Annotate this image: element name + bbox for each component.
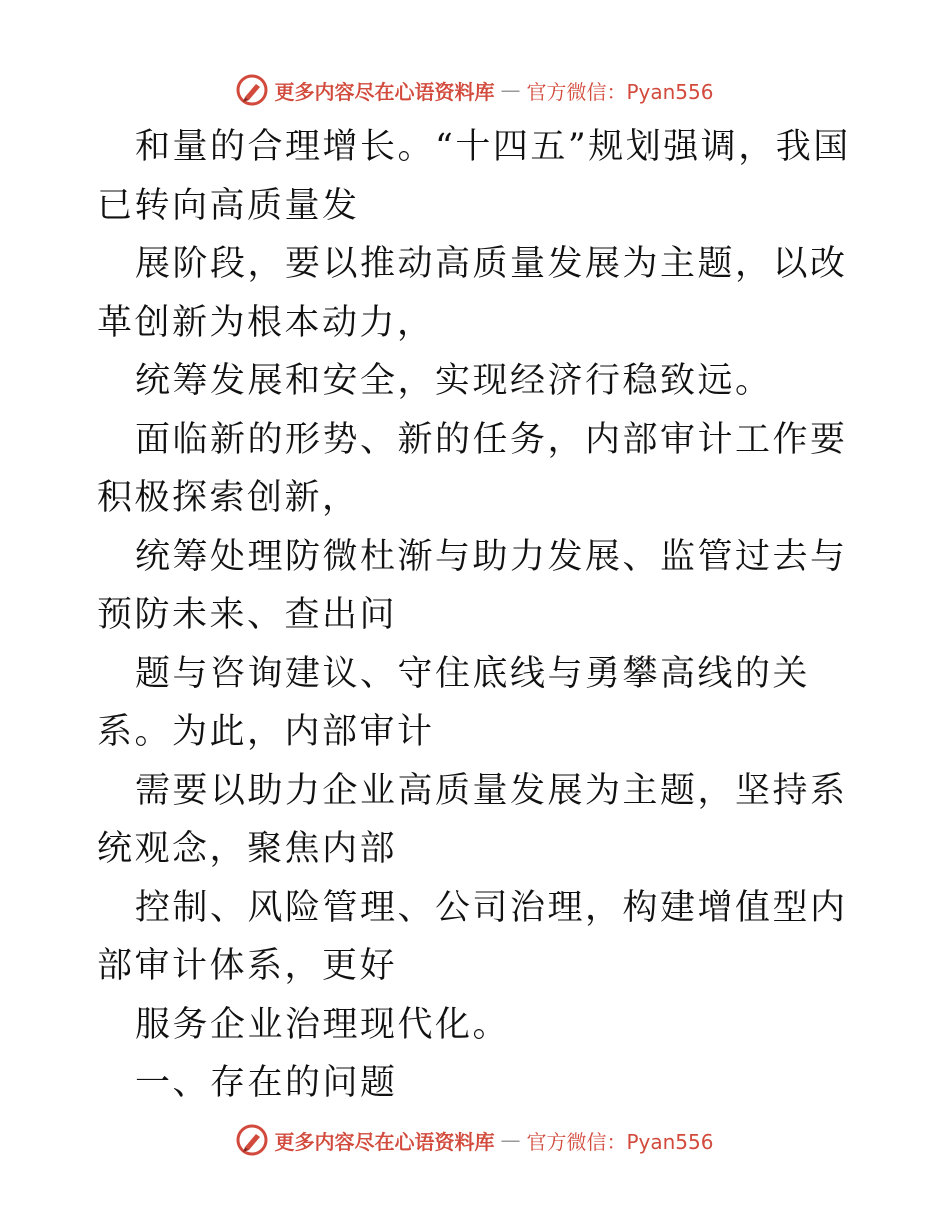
document-body xyxy=(97,118,857,1113)
section-heading: 一、存在的问题 xyxy=(135,1063,398,1103)
watermark-contact: 官方微信：Pyan556 xyxy=(526,79,714,104)
watermark-brand: 更多内容尽在心语资料库 xyxy=(274,1129,495,1154)
watermark-separator: — xyxy=(500,78,521,102)
pen-logo-icon xyxy=(236,1124,268,1156)
watermark-contact: 官方微信：Pyan556 xyxy=(526,1129,714,1154)
paragraph: 和量的合理增长。“十四五”规划强调，我国已转向高质量发 xyxy=(97,127,851,226)
watermark-header xyxy=(0,70,950,110)
paragraph: 展阶段，要以推动高质量发展为主题，以改革创新为根本动力， xyxy=(97,244,848,343)
paragraph: 需要以助力企业高质量发展为主题，坚持系统观念，聚焦内部 xyxy=(97,770,848,869)
watermark-separator: — xyxy=(500,1128,521,1152)
paragraph: 控制、风险管理、公司治理，构建增值型内部审计体系，更好 xyxy=(97,887,848,986)
paragraph: 服务企业治理现代化。 xyxy=(135,1004,511,1045)
paragraph: 面临新的形势、新的任务，内部审计工作要积极探索创新， xyxy=(97,419,848,518)
paragraph: 统筹发展和安全，实现经济行稳致远。 xyxy=(135,361,773,401)
watermark-brand: 更多内容尽在心语资料库 xyxy=(274,79,495,104)
paragraph: 统筹处理防微杜渐与助力发展、监管过去与预防未来、查出问 xyxy=(97,536,848,635)
watermark-footer xyxy=(0,1120,950,1160)
paragraph: 题与咨询建议、守住底线与勇攀高线的关系。为此，内部审计 xyxy=(97,653,811,752)
pen-logo-icon xyxy=(236,74,268,106)
